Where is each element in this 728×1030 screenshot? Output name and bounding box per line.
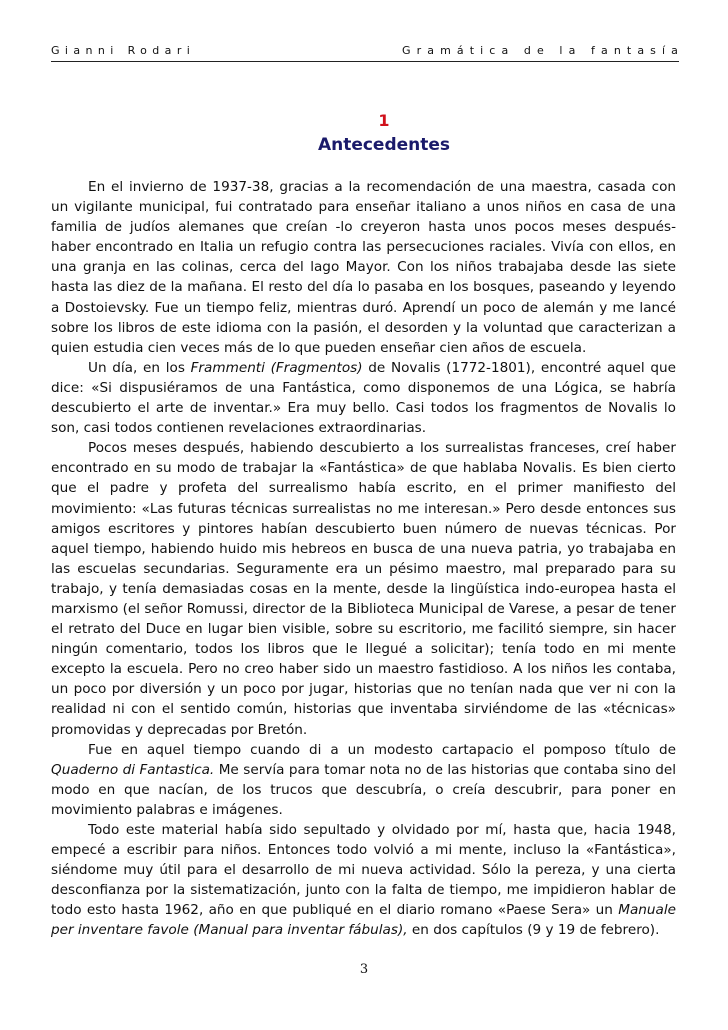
paragraph-2-text-a: Un día, en los: [88, 359, 191, 376]
paragraph-2-italic-title: Frammenti (Fragmentos): [190, 359, 363, 376]
paragraph-4-text-c: Me servía para tomar nota no de las historias que contaba sino del modo en que nacían, de los trucos que descubría, o creía descubrir, para poner en movimiento palabras e imágenes.: [51, 761, 676, 818]
running-header-book-title: Gramática de la fantasía: [401, 44, 684, 57]
paragraph-4-italic-title: Quaderno di Fantastica.: [51, 761, 215, 778]
paragraph-2-text-c: de Novalis (1772-1801), encontré aquel que dice: «Si dispusiéramos de una Fantástica, como disponemos de una Lógica, se habría descubierto el arte de inventar.» Era muy bello. Casi todos los fragmentos de Novalis lo son, casi todos contienen revelaciones extraordinarias.: [51, 359, 676, 437]
paragraph-3: Pocos meses después, habiendo descubierto a los surrealistas franceses, creí haber encontrado en su modo de trabajar la «Fantástica» de que hablaba Novalis. Es bien cierto que el padre y profeta del surrealismo había escrito, en el primer manifiesto del movimiento: «Las futuras técnicas surrealistas no me interesan.» Pero desde entonces sus amigos escritores y pintores habían descubierto buen número de nuevas técnicas. Por aquel tiempo, habiendo huido mis hebreos en busca de una nueva patria, yo trabajaba en las escuelas secundarias. Seguramente era un pésimo maestro, mal preparado para su trabajo, y tenía demasiadas cosas en la mente, desde la lingüística indo-europea hasta el marxismo (el señor Romussi, director de la Biblioteca Municipal de Varese, a pesar de tener el retrato del Duce en lugar bien visible, sobre su escritorio, me facilitó siempre, sin hacer ningún comentario, todos los libros que le llegué a solicitar); tenía todo en mi mente excepto la escuela. Pero no creo haber sido un maestro fastidioso. A los niños les contaba, un poco por diversión y un poco por jugar, historias que no tenían nada que ver ni con la realidad ni con el sentido común, historias que inventaba sirviéndome de las «técnicas» promovidas y deprecadas por Bretón.: [51, 440, 676, 738]
paragraph-5-text-c: en dos capítulos (9 y 19 de febrero).: [407, 922, 660, 939]
header-divider: [51, 61, 679, 62]
paragraph-1: En el invierno de 1937-38, gracias a la recomendación de una maestra, casada con un vigilante municipal, fui contratado para enseñar italiano a unos niños en casa de una familia de judíos alemanes que creían -lo creyeron hasta unos pocos meses después- haber encontrado en Italia un refugio contra las persecuciones raciales. Vivía con ellos, en una granja en las colinas, cerca del lago Mayor. Con los niños trabajaba desde las siete hasta las diez de la mañana. El resto del día lo pasaba en los bosques, paseando y leyendo a Dostoievsky. Fue un tiempo feliz, mientras duró. Aprendí un poco de alemán y me lancé sobre los libros de este idioma con la pasión, el desorden y la voluntad que caracterizan a quien estudia cien veces más de lo que pueden enseñar cien años de escuela.: [51, 179, 676, 356]
paragraph-5: [51, 820, 676, 941]
paragraph-4-text-a: Fue en aquel tiempo cuando di a un modesto cartapacio el pomposo título de: [88, 741, 676, 758]
chapter-number: 1: [378, 111, 390, 130]
chapter-title: Antecedentes: [317, 135, 451, 155]
paragraph-4: [51, 740, 676, 820]
paragraph-5-text-a: Todo este material había sido sepultado y olvidado por mí, hasta que, hacia 1948, empecé a escribir para niños. Entonces todo volvió a mi mente, incluso la «Fantástica», siéndome muy útil para el desarrollo de mi nueva actividad. Sólo la pereza, y una cierta desconfianza por la sistematización, junto con la falta de tiempo, me impidieron hablar de todo esto hasta 1962, año en que publiqué en el diario romano «Paese Sera» un: [51, 822, 676, 919]
paragraph-2: [51, 358, 676, 438]
running-header-author: Gianni Rodari: [51, 44, 196, 57]
page-number: 3: [359, 962, 369, 977]
paragraph-5-italic-title: Manuale per inventare favole (Manual para inventar fábulas),: [51, 902, 676, 939]
body-text: [51, 177, 676, 941]
